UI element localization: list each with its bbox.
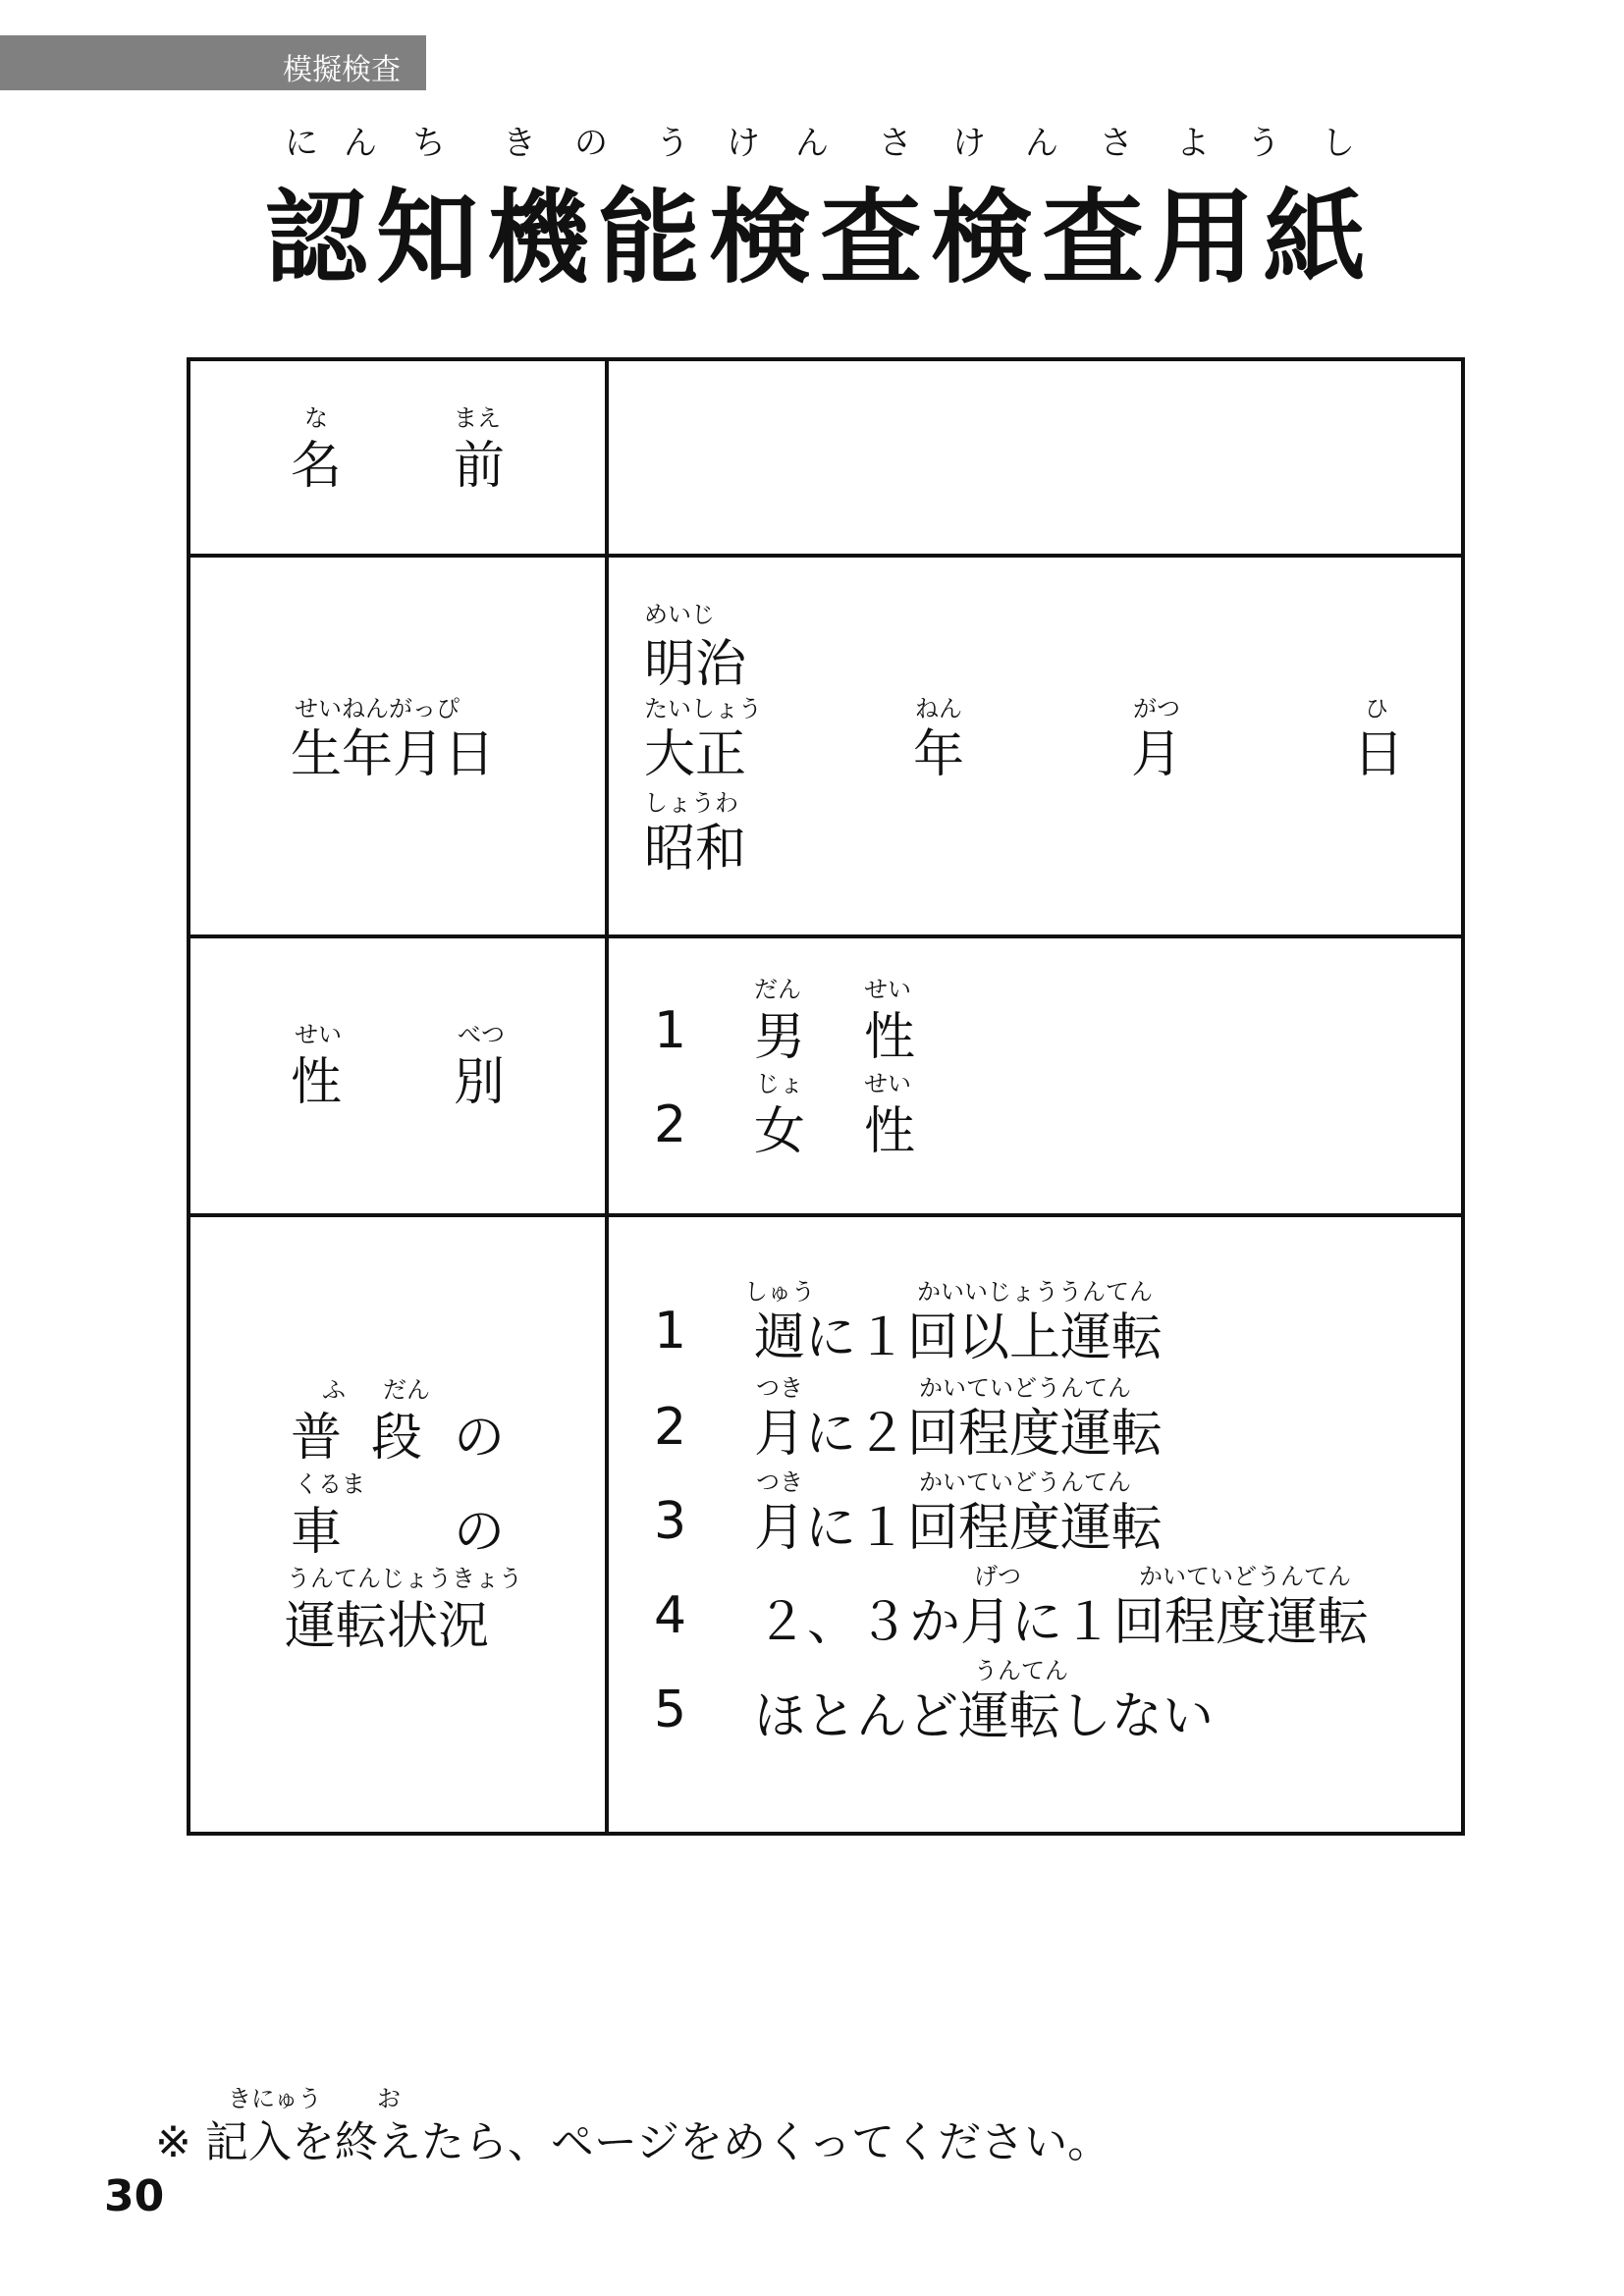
driving-option-3-ruby-a: つき xyxy=(756,1468,803,1496)
gender-label-2: 別 xyxy=(454,1053,506,1112)
driving-label-1c: の xyxy=(454,1409,506,1468)
title-ruby-1: に xyxy=(285,124,318,163)
column-divider xyxy=(605,357,609,1836)
note-ruby-2: お xyxy=(377,2085,401,2112)
page-title-6: 査 xyxy=(820,178,923,297)
title-ruby-12: さ xyxy=(1100,124,1133,163)
driving-label-ruby-3: くるま xyxy=(295,1470,365,1498)
title-ruby-6: う xyxy=(656,124,689,163)
year-unit: 年 xyxy=(913,725,965,784)
page-title-10: 紙 xyxy=(1264,178,1367,297)
gender-option-2-num: 2 xyxy=(654,1095,687,1154)
title-ruby-3: ち xyxy=(412,124,446,163)
page-title-1: 認 xyxy=(265,178,368,297)
page-title-9: 用 xyxy=(1153,178,1256,297)
era-ruby-taisho: たいしょう xyxy=(644,695,762,722)
page-title-3: 機 xyxy=(487,178,590,297)
driving-option-4[interactable]: ２、３か月に１回程度運転 xyxy=(756,1593,1370,1652)
page-title-8: 査 xyxy=(1042,178,1145,297)
gender-option-2-ruby-2: せい xyxy=(864,1070,911,1097)
era-ruby-meiji: めいじ xyxy=(644,601,715,628)
driving-label-2a: 車 xyxy=(291,1503,343,1562)
era-showa[interactable]: 昭和 xyxy=(644,820,747,879)
driving-label-1a: 普 xyxy=(291,1409,343,1468)
page-title-7: 検 xyxy=(931,178,1034,297)
page-title-4: 能 xyxy=(598,178,701,297)
row-divider-3 xyxy=(187,1213,1465,1217)
driving-option-3-num: 3 xyxy=(654,1492,687,1551)
driving-option-2-ruby-a: つき xyxy=(756,1374,803,1402)
title-ruby-15: し xyxy=(1322,124,1355,163)
gender-option-male-2[interactable]: 性 xyxy=(864,1008,916,1067)
name-ruby-1: な xyxy=(304,404,328,432)
section-tag xyxy=(0,35,426,90)
note-ruby-1: きにゅう xyxy=(228,2085,322,2112)
gender-option-1-ruby-2: せい xyxy=(864,976,911,1003)
driving-option-1[interactable]: 週に１回以上運転 xyxy=(754,1308,1164,1367)
driving-label-1b: 段 xyxy=(371,1409,423,1468)
gender-option-1-ruby-1: だん xyxy=(754,976,801,1003)
gender-option-female-1[interactable]: 女 xyxy=(754,1102,806,1161)
gender-option-2-ruby-1: じょ xyxy=(756,1070,803,1097)
title-ruby-9: さ xyxy=(879,124,912,163)
year-ruby: ねん xyxy=(915,695,962,722)
birth-label: 生年月日 xyxy=(291,725,496,784)
gender-option-female-2[interactable]: 性 xyxy=(864,1102,916,1161)
driving-label-ruby-1: ふ xyxy=(322,1376,346,1404)
era-ruby-showa: しょうわ xyxy=(644,789,738,817)
driving-option-2[interactable]: 月に２回程度運転 xyxy=(754,1405,1164,1464)
driving-label-2b: の xyxy=(454,1503,506,1562)
row-divider-1 xyxy=(187,554,1465,558)
name-label-2: 前 xyxy=(454,437,506,496)
driving-option-5[interactable]: ほとんど運転しない xyxy=(754,1687,1215,1746)
gender-option-1-num: 1 xyxy=(654,1001,687,1060)
title-ruby-5: の xyxy=(574,124,608,163)
driving-option-5-num: 5 xyxy=(654,1681,687,1739)
day-ruby: ひ xyxy=(1365,695,1388,722)
section-tag-label: 模擬検査 xyxy=(283,53,401,87)
page-title-5: 検 xyxy=(709,178,812,297)
name-ruby-2: まえ xyxy=(454,404,501,432)
driving-option-3[interactable]: 月に１回程度運転 xyxy=(754,1499,1164,1558)
driving-option-4-num: 4 xyxy=(654,1586,687,1645)
title-ruby-2: ん xyxy=(344,124,377,163)
title-ruby-10: け xyxy=(952,124,986,163)
title-ruby-14: う xyxy=(1247,124,1280,163)
page-title-2: 知 xyxy=(376,178,479,297)
driving-option-3-ruby-b: かいていどうんてん xyxy=(919,1468,1131,1496)
gender-option-male-1[interactable]: 男 xyxy=(754,1008,806,1067)
gender-ruby-2: べつ xyxy=(458,1021,505,1048)
row-divider-2 xyxy=(187,934,1465,938)
driving-option-1-num: 1 xyxy=(654,1302,687,1361)
title-ruby-4: き xyxy=(503,124,536,163)
month-ruby: がつ xyxy=(1133,695,1180,722)
gender-ruby-1: せい xyxy=(295,1021,342,1048)
title-ruby-8: ん xyxy=(795,124,829,163)
driving-label-ruby-4: うんてんじょうきょう xyxy=(287,1565,522,1592)
day-unit: 日 xyxy=(1353,725,1405,784)
title-ruby-13: よ xyxy=(1176,124,1210,163)
era-meiji[interactable]: 明治 xyxy=(644,635,747,694)
month-unit: 月 xyxy=(1131,725,1183,784)
title-ruby-7: け xyxy=(727,124,760,163)
driving-option-4-ruby-b: かいていどうんてん xyxy=(1139,1563,1351,1590)
era-taisho[interactable]: 大正 xyxy=(644,725,747,784)
driving-option-2-ruby-b: かいていどうんてん xyxy=(919,1374,1131,1402)
driving-option-1-ruby-b: かいいじょううんてん xyxy=(917,1278,1153,1306)
instruction-note: ※ 記入を終えたら、ページをめくってください。 xyxy=(155,2117,1111,2167)
driving-label-3: 運転状況 xyxy=(285,1597,490,1656)
name-field[interactable] xyxy=(613,365,1461,552)
driving-option-1-ruby-a: しゅう xyxy=(744,1278,815,1306)
driving-option-2-num: 2 xyxy=(654,1398,687,1457)
driving-label-ruby-2: だん xyxy=(383,1376,430,1404)
page-number: 30 xyxy=(104,2171,165,2221)
gender-label-1: 性 xyxy=(291,1053,343,1112)
name-label-1: 名 xyxy=(291,437,343,496)
driving-option-4-ruby-a: げつ xyxy=(974,1563,1021,1590)
birth-label-ruby: せいねんがっぴ xyxy=(295,695,460,722)
title-ruby-11: ん xyxy=(1025,124,1058,163)
driving-option-5-ruby-a: うんてん xyxy=(974,1657,1068,1684)
